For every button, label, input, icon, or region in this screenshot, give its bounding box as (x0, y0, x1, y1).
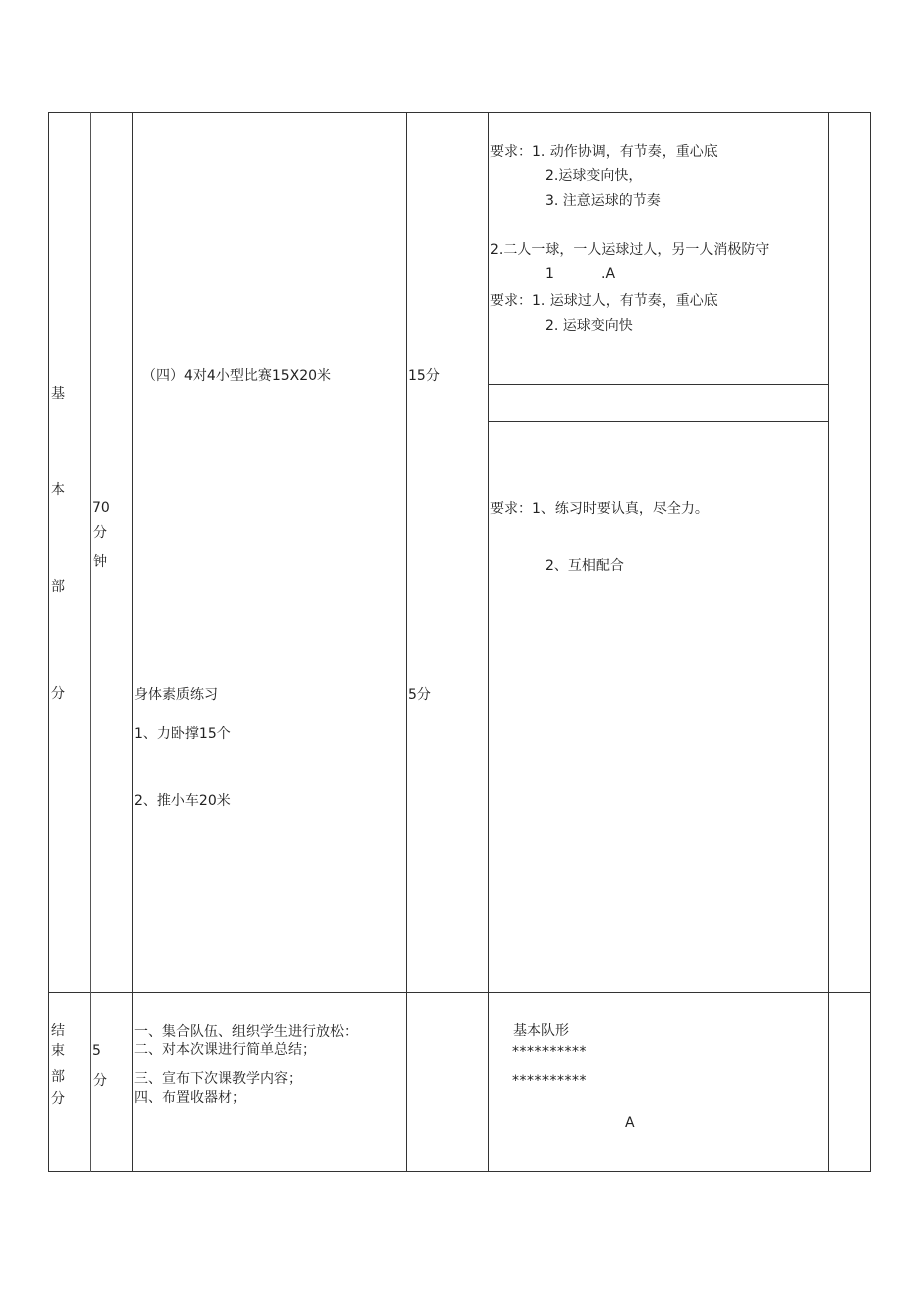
requirement-line: 2、互相配合 (545, 558, 624, 574)
item-four-time: 15分 (408, 368, 440, 384)
formation-title: 基本队形 (513, 1023, 569, 1039)
end-content-line: 一、集合队伍、组织学生进行放松： (134, 1024, 358, 1040)
formation-row: ********** (512, 1073, 587, 1089)
requirement-line: 要求：1、练习时要认真，尽全力。 (490, 501, 709, 517)
end-content-line: 二、对本次课进行简单总结； (134, 1042, 316, 1058)
fitness-time: 5分 (408, 687, 431, 703)
column-divider-4 (488, 112, 489, 1172)
item-four-title: （四）4对4小型比赛15X20米 (142, 368, 332, 384)
column-divider-1 (90, 112, 91, 1172)
section-duration: 5 (92, 1043, 101, 1059)
requirements-row-divider-2 (488, 421, 829, 422)
requirement-line: 2. 运球变向快 (545, 318, 633, 334)
fitness-item: 2、推小车20米 (134, 793, 231, 809)
drill-description: 2.二人一球，一人运球过人，另一人消极防守 (490, 242, 770, 258)
section-label-char: 部 (51, 579, 65, 595)
requirement-line: 要求：1. 动作协调，有节奏，重心底 (490, 144, 718, 160)
section-duration: 分 (93, 525, 107, 541)
table-top-border (48, 112, 871, 113)
column-divider-5 (828, 112, 829, 1172)
column-divider-3 (406, 112, 407, 1172)
end-content-line: 四、布置收器材； (134, 1090, 246, 1106)
formation-marker: A (625, 1115, 635, 1131)
section-divider (48, 992, 871, 993)
requirements-row-divider-1 (488, 384, 829, 385)
requirement-line: 3. 注意运球的节奏 (545, 193, 661, 209)
column-divider-2 (132, 112, 133, 1172)
section-label-char: 分 (51, 1091, 65, 1107)
drill-marker: 1 (545, 266, 554, 282)
section-label-char: 本 (51, 482, 65, 498)
section-label-char: 基 (51, 386, 65, 402)
section-label-char: 束 (51, 1043, 65, 1059)
table-bottom-border (48, 1171, 871, 1172)
table-left-border (48, 112, 49, 1172)
section-duration: 钟 (93, 554, 107, 570)
drill-marker: .A (601, 266, 616, 282)
section-duration: 70 (92, 500, 110, 516)
table-right-border (870, 112, 871, 1172)
section-label-char: 结 (51, 1023, 65, 1039)
end-content-line: 三、宣布下次课教学内容； (134, 1071, 302, 1087)
fitness-title: 身体素质练习 (134, 687, 218, 703)
requirement-line: 2.运球变向快， (545, 168, 643, 184)
section-duration: 分 (93, 1073, 107, 1089)
section-label-char: 分 (51, 686, 65, 702)
fitness-item: 1、力卧撑15个 (134, 726, 231, 742)
section-label-char: 部 (51, 1069, 65, 1085)
formation-row: ********** (512, 1044, 587, 1060)
requirement-line: 要求：1. 运球过人，有节奏，重心底 (490, 293, 718, 309)
